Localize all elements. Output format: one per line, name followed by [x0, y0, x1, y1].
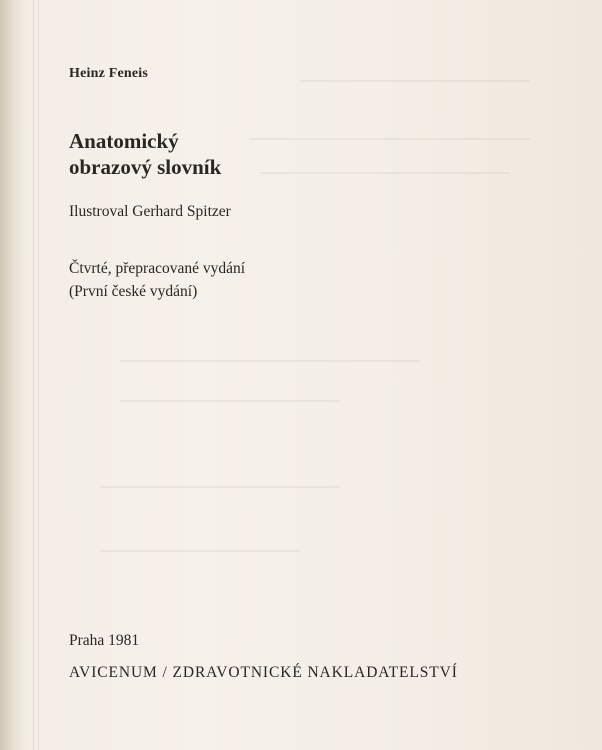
place-and-year: Praha 1981	[69, 632, 140, 649]
edition-line-2: (První české vydání)	[69, 283, 198, 300]
show-through-line	[100, 486, 340, 488]
author-name: Heinz Feneis	[69, 66, 148, 81]
show-through-line	[250, 138, 530, 140]
show-through-line	[260, 172, 510, 174]
edition-info	[69, 257, 245, 303]
binding-crease	[33, 0, 34, 750]
illustrator-credit: Ilustroval Gerhard Spitzer	[69, 203, 231, 220]
book-title	[69, 128, 221, 180]
book-title-line-2: obrazový slovník	[69, 155, 222, 179]
publisher-name: AVICENUM / ZDRAVOTNICKÉ NAKLADATELSTVÍ	[69, 664, 458, 681]
show-through-line	[120, 400, 340, 402]
show-through-line	[100, 550, 300, 552]
book-title-line-1: Anatomický	[69, 129, 179, 153]
show-through-line	[300, 80, 530, 82]
edition-line-1: Čtvrté, přepracované vydání	[69, 260, 246, 277]
binding-crease-secondary	[38, 0, 39, 750]
show-through-line	[120, 360, 420, 362]
